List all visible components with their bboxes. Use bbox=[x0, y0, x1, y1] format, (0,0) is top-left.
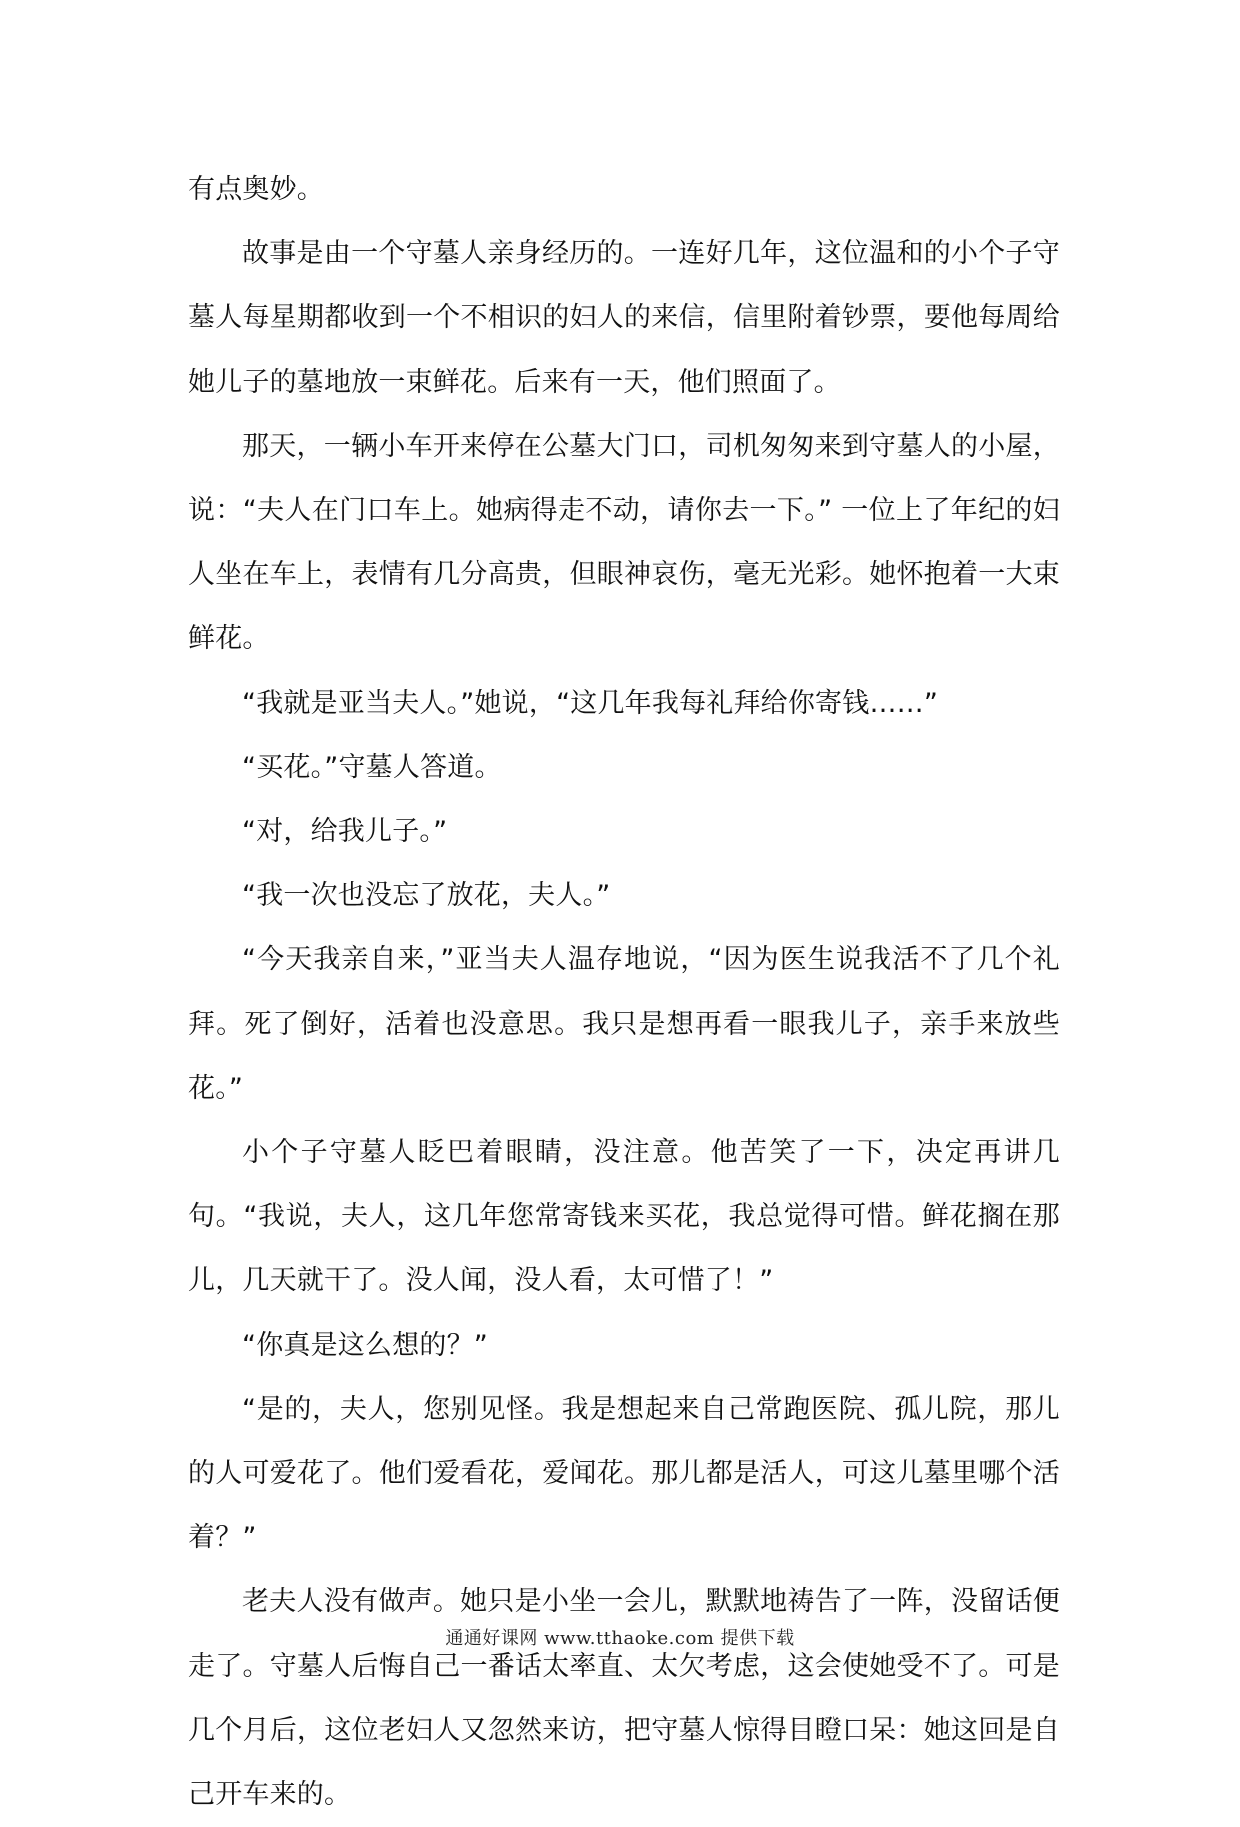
paragraph: “你真是这么想的？” bbox=[242, 1329, 488, 1361]
paragraph: “我一次也没忘了放花，夫人。” bbox=[242, 880, 611, 912]
paragraph: 那天，一辆小车开来停在公墓大门口，司机匆匆来到守墓人的小屋，说：“夫人在门口车上。她病得走不动，请你去一下。” 一位上了年纪的妇人坐在车上，表情有几分高贵，但眼神哀伤，毫无光彩。她怀抱着一大束鲜花。 bbox=[188, 430, 1060, 655]
paragraph: 老夫人没有做声。她只是小坐一会儿，默默地祷告了一阵，没留话便走了。守墓人后悔自己一番话太率直、太欠考虑，这会使她受不了。可是几个月后，这位老妇人又忽然来访，把守墓人惊得目瞪口呆：她这回是自己开车来的。 bbox=[188, 1586, 1060, 1811]
body-text bbox=[188, 158, 1060, 1827]
paragraph: 有点奥妙。 bbox=[188, 174, 324, 205]
paragraph: “我就是亚当夫人。”她说，“这几年我每礼拜给你寄钱……” bbox=[242, 687, 939, 719]
paragraph: “买花。”守墓人答道。 bbox=[242, 751, 502, 783]
page-footer: 通通好课网 www.tthaoke.com 提供下载 bbox=[445, 1628, 795, 1649]
paragraph: “对，给我儿子。” bbox=[242, 816, 448, 848]
paragraph: 故事是由一个守墓人亲身经历的。一连好几年，这位温和的小个子守墓人每星期都收到一个不相识的妇人的来信，信里附着钞票，要他每周给她儿子的墓地放一束鲜花。后来有一天，他们照面了。 bbox=[188, 238, 1060, 398]
paragraph: “是的，夫人，您别见怪。我是想起来自己常跑医院、孤儿院，那儿的人可爱花了。他们爱看花，爱闻花。那儿都是活人，可这儿墓里哪个活着？” bbox=[188, 1393, 1060, 1554]
paragraph: 小个子守墓人眨巴着眼睛，没注意。他苦笑了一下，决定再讲几句。“我说，夫人，这几年您常寄钱来买花，我总觉得可惜。鲜花搁在那儿，几天就干了。没人闻，没人看，太可惜了！” bbox=[188, 1137, 1060, 1297]
paragraph: “今天我亲自来，”亚当夫人温存地说，“因为医生说我活不了几个礼拜。死了倒好，活着也没意思。我只是想再看一眼我儿子，亲手来放些花。” bbox=[188, 944, 1060, 1104]
